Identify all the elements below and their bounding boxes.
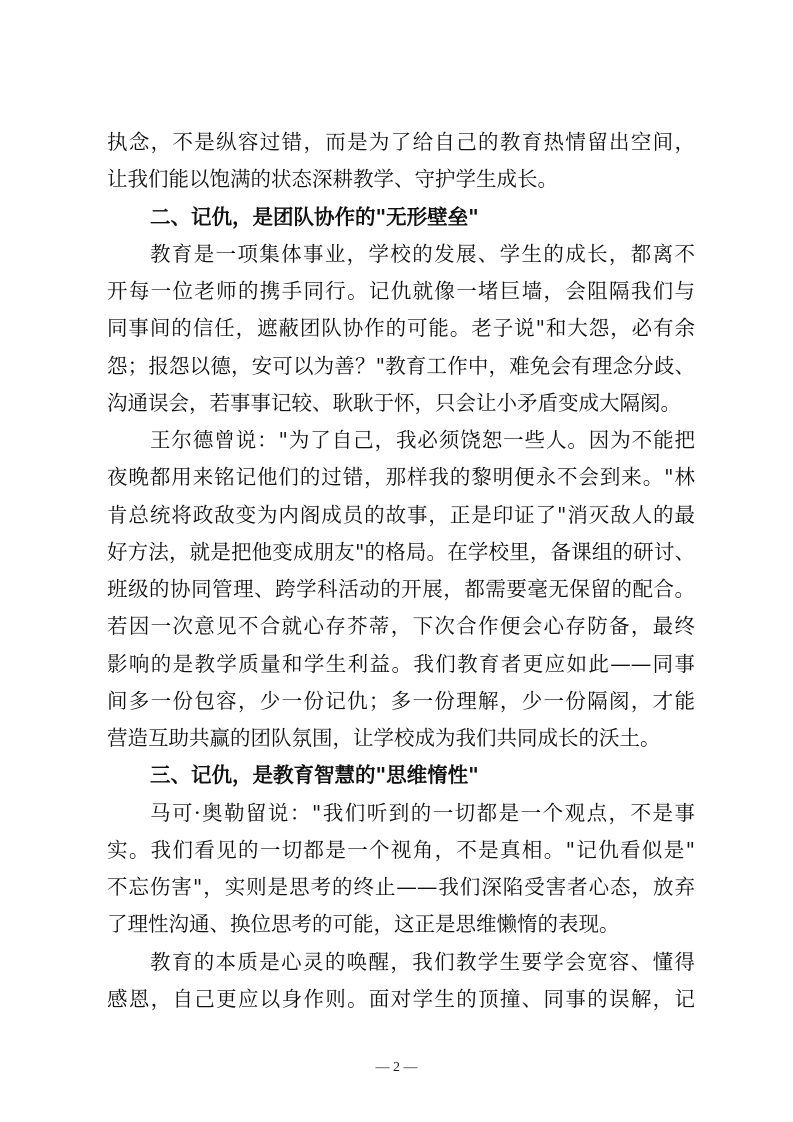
text-line: 好方法，就是把他变成朋友"的格局。在学校里，备课组的研讨、 [107, 539, 695, 564]
text-line: 开每一位老师的携手同行。记仇就像一堵巨墙，会阻隔我们与 [107, 279, 695, 303]
text-line: 教育的本质是心灵的唤醒，我们教学生要学会宽容、懂得 [150, 949, 695, 974]
text-line: 感恩，自己更应以身作则。面对学生的顶撞、同事的误解，记 [107, 986, 695, 1011]
section-heading [107, 199, 695, 236]
section-heading [107, 757, 695, 794]
document-body [107, 124, 695, 1018]
text-line: 班级的协同管理、跨学科活动的开展，都需要毫无保留的配合。 [107, 577, 695, 601]
paragraph [107, 422, 695, 757]
text-line: 不忘伤害"，实则是思考的终止——我们深陷受害者心态，放弃 [107, 875, 695, 899]
text-line: 影响的是教学质量和学生利益。我们教育者更应如此——同事 [107, 651, 695, 676]
paragraph [107, 944, 695, 1019]
text-line: 二、记仇，是团队协作的"无形壁垒" [150, 204, 479, 229]
text-line: 王尔德曾说："为了自己，我必须饶恕一些人。因为不能把 [150, 428, 695, 452]
text-line: 了理性沟通、换位思考的可能，这正是思维懒惰的表现。 [107, 912, 620, 937]
text-line: 营造互助共赢的团队氛围，让学校成为我们共同成长的沃土。 [107, 726, 661, 750]
page-number: — 2 — [375, 1060, 418, 1075]
text-line: 马可·奥勒留说："我们听到的一切都是一个观点，不是事 [150, 800, 695, 825]
text-line: 执念，不是纵容过错，而是为了给自己的教育热情留出空间， [107, 130, 695, 154]
paragraph [107, 795, 695, 944]
text-line: 教育是一项集体事业，学校的发展、学生的成长，都离不 [150, 241, 695, 266]
text-line: 沟通误会，若事事记较、耿耿于怀，只会让小矛盾变成大隔阂。 [107, 390, 681, 415]
text-line: 三、记仇，是教育智慧的"思维惰性" [150, 763, 479, 788]
text-line: 怨；报怨以德，安可以为善？"教育工作中，难免会有理念分歧、 [107, 353, 695, 378]
text-line: 若因一次意见不合就心存芥蒂，下次合作便会心存防备，最终 [107, 614, 695, 639]
text-line: 夜晚都用来铭记他们的过错，那样我的黎明便永不会到来。"林 [107, 465, 695, 490]
text-line: 实。我们看见的一切都是一个视角，不是真相。"记仇看似是" [107, 837, 695, 862]
paragraph [107, 236, 695, 422]
text-line: 让我们能以饱满的状态深耕教学、守护学生成长。 [107, 167, 558, 192]
paragraph [107, 124, 695, 199]
text-line: 间多一份包容，少一份记仇；多一份理解，少一份隔阂，才能 [107, 688, 695, 713]
text-line: 同事间的信任，遮蔽团队协作的可能。老子说"和大怨，必有余 [107, 316, 695, 341]
text-line: 肯总统将政敌变为内阁成员的故事，正是印证了"消灭敌人的最 [107, 502, 695, 527]
